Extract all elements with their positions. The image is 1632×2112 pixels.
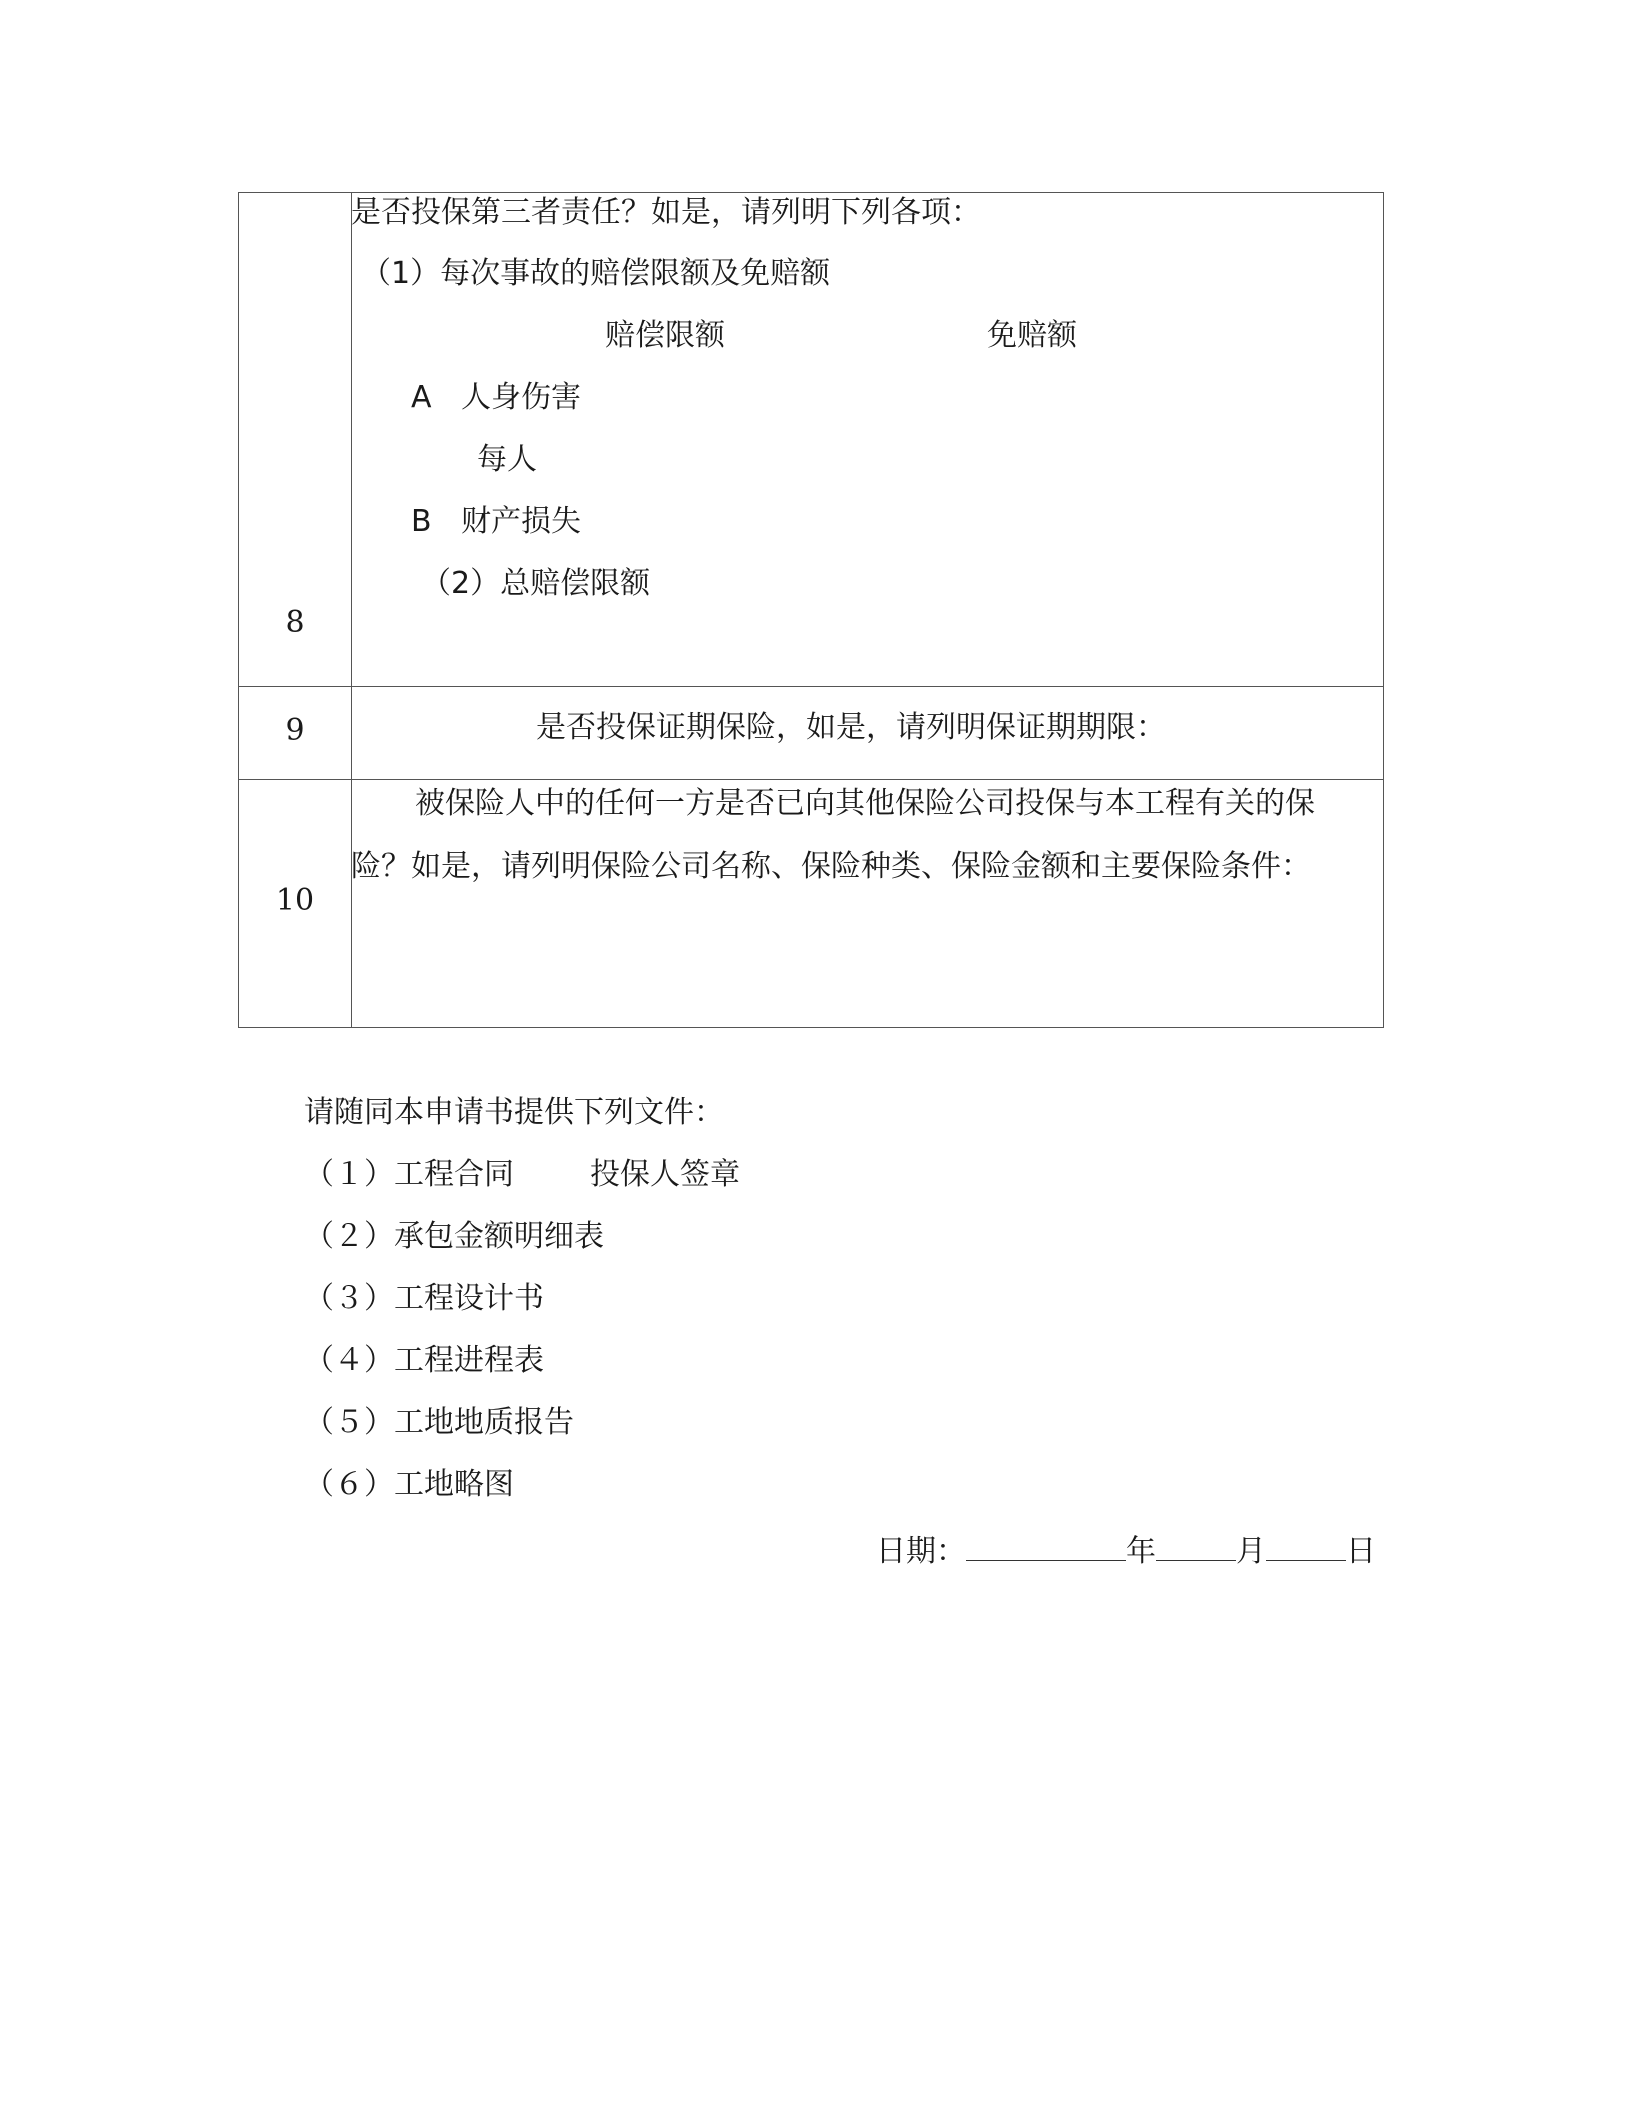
- row-8-per-person: 每人: [477, 442, 537, 477]
- date-day-label: 日: [1346, 1534, 1376, 1569]
- date-label: 日期：: [876, 1534, 966, 1569]
- row-10-number: 10: [275, 883, 315, 918]
- date-year-blank[interactable]: [966, 1532, 1126, 1561]
- row-8-title: 是否投保第三者责任？如是，请列明下列各项：: [351, 195, 981, 230]
- row-8-a-text: 人身伤害: [461, 380, 581, 415]
- attachment-item: （３）工程设计书: [304, 1281, 544, 1316]
- attachment-item: （１）工程合同: [304, 1157, 514, 1192]
- date-month-label: 月: [1236, 1534, 1266, 1569]
- attachment-item: （４）工程进程表: [304, 1343, 544, 1378]
- signature-label: 投保人签章: [590, 1157, 740, 1192]
- row-8-item2: （2）总赔偿限额: [421, 566, 651, 601]
- row-8-number: 8: [285, 605, 305, 640]
- column-divider: [351, 193, 352, 1027]
- row-10-text-line2: 险？如是，请列明保险公司名称、保险种类、保险金额和主要保险条件：: [351, 849, 1311, 884]
- row-8-col-limit: 赔偿限额: [605, 318, 725, 353]
- date-line: [876, 1532, 1376, 1567]
- row-10-text-line1: 被保险人中的任何一方是否已向其他保险公司投保与本工程有关的保: [415, 786, 1315, 821]
- row-8-col-deductible: 免赔额: [987, 318, 1077, 353]
- attachment-item: （２）承包金额明细表: [304, 1219, 604, 1254]
- row-8-b-text: 财产损失: [461, 504, 581, 539]
- attachment-item: （６）工地略图: [304, 1467, 514, 1502]
- questionnaire-table: [238, 192, 1384, 1028]
- row-8-b-label: B: [411, 504, 432, 539]
- row-9-text: 是否投保证期保险，如是，请列明保证期期限：: [536, 710, 1166, 745]
- row-8-item1: （1）每次事故的赔偿限额及免赔额: [361, 256, 831, 291]
- row-8-a-label: A: [411, 380, 432, 415]
- row-divider: [239, 779, 1383, 780]
- row-9-number: 9: [285, 713, 305, 748]
- date-day-blank[interactable]: [1266, 1532, 1346, 1561]
- row-divider: [239, 686, 1383, 687]
- date-month-blank[interactable]: [1156, 1532, 1236, 1561]
- attachment-item: （５）工地地质报告: [304, 1405, 574, 1440]
- date-year-label: 年: [1126, 1534, 1156, 1569]
- attachments-intro: 请随同本申请书提供下列文件：: [304, 1095, 724, 1130]
